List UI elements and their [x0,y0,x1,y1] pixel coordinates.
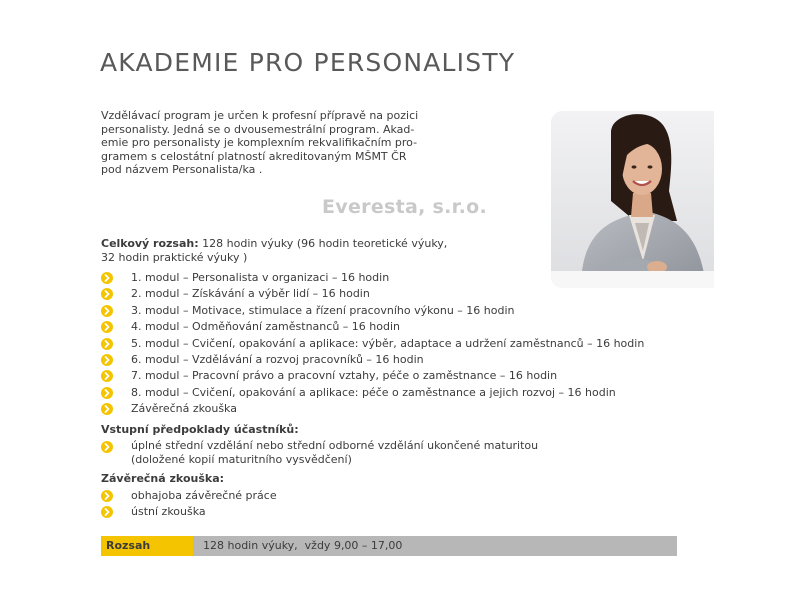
intro-line: gramem s celostátní platností akreditovaným MŠMT ČR [101,149,407,163]
scope-label: Celkový rozsah: [101,237,199,250]
chevron-right-icon [101,305,113,317]
chevron-right-icon [101,354,113,366]
scope-text: 128 hodin výuky (96 hodin teoretické výuky, [198,237,448,250]
module-text: 2. modul – Získávání a výběr lidí – 16 hodin [131,287,370,301]
module-text: 8. modul – Cvičení, opakování a aplikace: péče o zaměstnance a jejich rozvoj – 16 hodin [131,385,616,399]
intro-line: personalisty. Jedná se o dvousemestrální program. Akad- [101,122,415,136]
businesswoman-photo-illustration [551,111,714,288]
scope-summary-value: 128 hodin výuky, vždy 9,00 – 17,00 [203,539,403,552]
chevron-right-icon [101,403,113,415]
businesswoman-photo [551,111,714,288]
page-title: AKADEMIE PRO PERSONALISTY [100,48,516,77]
scope-text: 32 hodin praktické výuky ) [101,251,248,264]
chevron-right-icon [101,387,113,399]
final-exam-item: obhajoba závěrečné práce [131,489,277,502]
chevron-right-icon [101,288,113,300]
list-item [101,439,539,466]
chevron-right-icon [101,321,113,333]
scope-summary-label: Rozsah [101,536,193,556]
intro-line: emie pro personalisty je komplexním rekvalifikačním pro- [101,136,418,150]
chevron-right-icon [101,370,113,382]
chevron-right-icon [101,272,113,284]
module-text: 3. modul – Motivace, stimulace a řízení pracovního výkonu – 16 hodin [131,303,515,317]
watermark: Everesta, s.r.o. [322,196,488,218]
chevron-right-icon [101,506,113,518]
module-text: 6. modul – Vzdělávání a rozvoj pracovníků – 16 hodin [131,352,424,366]
module-text: 4. modul – Odměňování zaměstnanců – 16 hodin [131,320,400,334]
prerequisite-text: úplné střední vzdělání nebo střední odborné vzdělání ukončené maturitou [131,439,539,452]
intro-line: pod názvem Personalista/ka . [101,163,263,177]
chevron-right-icon [101,338,113,350]
module-text: 5. modul – Cvičení, opakování a aplikace: výběr, adaptace a udržení zaměstnanců – 16 hodin [131,336,645,350]
chevron-right-icon [101,441,113,453]
chevron-right-icon [101,490,113,502]
total-scope [101,237,447,265]
prerequisites-heading: Vstupní předpoklady účastníků: [101,423,299,436]
module-text: 1. modul – Personalista v organizaci – 16 hodin [131,271,390,284]
prerequisites-list [101,439,539,466]
prerequisite-text: (doložené kopií maturitního vysvědčení) [131,452,352,466]
module-text: Závěrečná zkouška [131,402,237,416]
module-text: 7. modul – Pracovní právo a pracovní vztahy, péče o zaměstnance – 16 hodin [131,369,558,383]
intro-line: Vzdělávací program je určen k profesní přípravě na pozici [101,109,419,122]
final-exam-heading: Závěrečná zkouška: [101,472,225,485]
final-exam-item: ústní zkouška [131,505,206,519]
intro-paragraph [101,109,461,177]
scope-summary-bar [101,536,677,556]
